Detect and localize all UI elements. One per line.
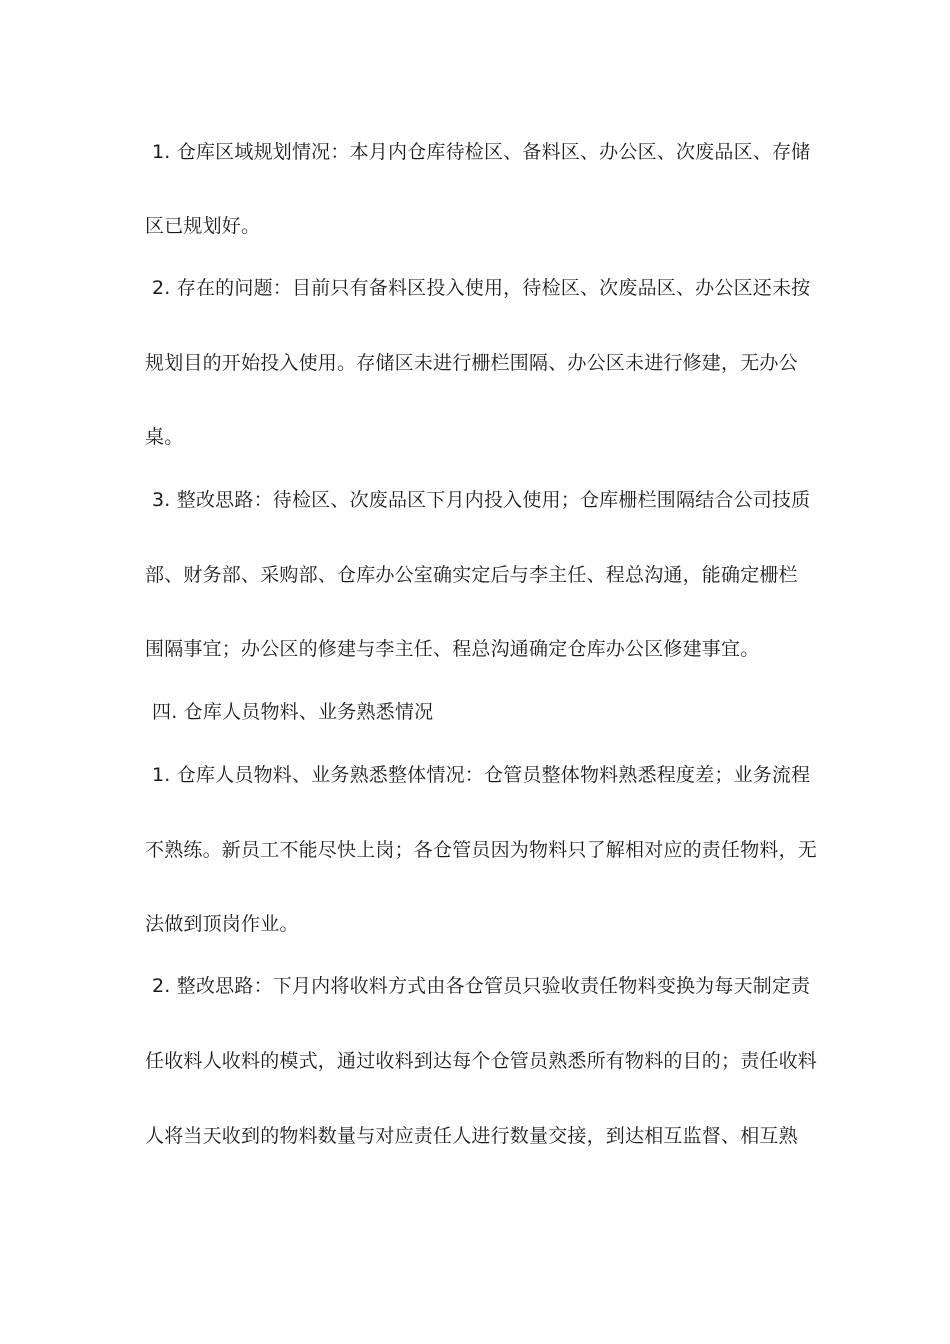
paragraph-4-line-1: 1. 仓库人员物料、业务熟悉整体情况：仓管员整体物料熟悉程度差；业务流程 [152, 764, 811, 786]
paragraph-1-line-2: 区已规划好。 [145, 215, 261, 237]
paragraph-1-line-1: 1. 仓库区域规划情况：本月内仓库待检区、备料区、办公区、次废品区、存储 [152, 141, 811, 163]
paragraph-3-line-2: 部、财务部、采购部、仓库办公室确实定后与李主任、程总沟通，能确定栅栏 [145, 564, 798, 586]
paragraph-2-line-2: 规划目的开始投入使用。存储区未进行栅栏围隔、办公区未进行修建，无办公 [145, 352, 798, 374]
paragraph-5-line-1: 2. 整改思路：下月内将收料方式由各仓管员只验收责任物料变换为每天制定责 [152, 975, 811, 997]
paragraph-5-line-2: 任收料人收料的模式，通过收料到达每个仓管员熟悉所有物料的目的；责任收料 [145, 1050, 818, 1072]
paragraph-3-line-3: 围隔事宜；办公区的修建与李主任、程总沟通确定仓库办公区修建事宜。 [145, 638, 760, 660]
section-heading-4: 四. 仓库人员物料、业务熟悉情况 [152, 701, 434, 723]
paragraph-4-line-3: 法做到顶岗作业。 [145, 913, 299, 935]
paragraph-4-line-2: 不熟练。新员工不能尽快上岗；各仓管员因为物料只了解相对应的责任物料，无 [145, 839, 818, 861]
paragraph-5-line-3: 人将当天收到的物料数量与对应责任人进行数量交接，到达相互监督、相互熟 [145, 1125, 798, 1147]
paragraph-2-line-1: 2. 存在的问题：目前只有备料区投入使用，待检区、次废品区、办公区还未按 [152, 277, 811, 299]
paragraph-2-line-3: 桌。 [145, 426, 184, 448]
paragraph-3-line-1: 3. 整改思路：待检区、次废品区下月内投入使用；仓库栅栏围隔结合公司技质 [152, 489, 811, 511]
